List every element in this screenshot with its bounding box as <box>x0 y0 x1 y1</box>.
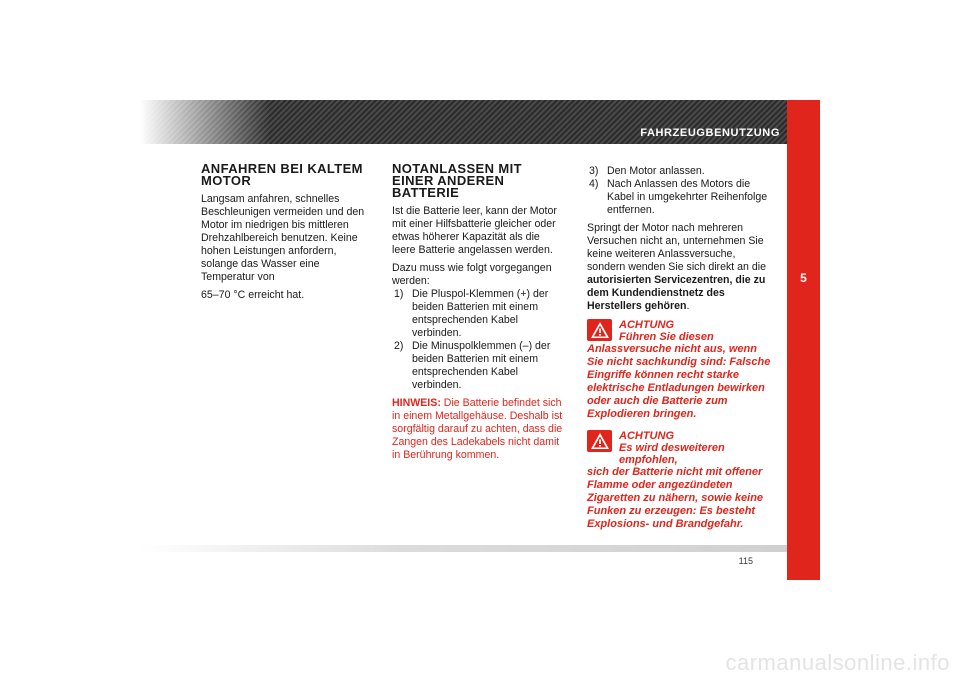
paragraph-cold-start: Langsam anfahren, schnelles Beschleunigen vermeiden und den Motor im niedrigen bis mittleren Drehzahlbereich benutzen. Keine hohen Leistungen anfordern, solange das Wasser eine Temperatur von <box>201 193 365 283</box>
warning-first-line: Führen Sie diesen <box>619 331 714 343</box>
warning-text: sich der Batterie nicht mit offener Flamme oder angezündeten Zigaretten zu nähern, sowie keine Funken zu erzeugen: Es besteht Explosions- und Brandgefahr. <box>587 466 764 530</box>
heading-cold-start: ANFAHREN BEI KALTEM MOTOR <box>201 161 363 188</box>
paragraph-service: Springt der Motor nach mehreren Versuchen nicht an, unternehmen Sie keine weiteren Anlassversuche, sondern wenden Sie sich direkt an die autorisierten Servicezentren, die zu dem Kundendienstnetz des Herstellers gehören. <box>587 222 767 312</box>
warning-text: Anlassversuche nicht aus, wenn Sie nicht sachkundig sind: Falsche Eingriffe können recht starke elektrische Entladungen bewirken oder auch die Batterie zum Explodieren bringen. <box>587 343 771 420</box>
chapter-tab <box>787 100 820 580</box>
paragraph-lead: Dazu muss wie folgt vorgegangen werden: <box>392 262 552 287</box>
step-list-1 <box>392 288 564 392</box>
warning-first-line: Es wird desweiteren empfohlen, <box>619 442 725 466</box>
warning-triangle-icon <box>587 319 612 341</box>
page-number: 115 <box>738 556 753 566</box>
warning-block-2 <box>587 430 772 531</box>
warning-label: ACHTUNG <box>619 319 674 331</box>
header-fade <box>140 100 270 144</box>
warning-label: ACHTUNG <box>619 430 674 442</box>
footer-line <box>140 545 787 552</box>
list-item: 2) Die Minuspolklemmen (–) der beiden Batterien mit einem entsprechenden Kabel verbinden. <box>394 340 551 391</box>
heading-jump-start: NOTANLASSEN MIT EINER ANDEREN BATTERIE <box>392 161 522 200</box>
step-list-2 <box>587 165 772 217</box>
list-item: 3) Den Motor anlassen. <box>589 165 705 177</box>
column-continued <box>587 165 772 531</box>
paragraph-cold-start-temp: 65–70 °C erreicht hat. <box>201 289 305 301</box>
warning-triangle-icon <box>587 430 612 452</box>
warning-block-1 <box>587 319 772 421</box>
section-title: FAHRZEUGBENUTZUNG <box>640 127 780 139</box>
list-item: 1) Die Pluspol-Klemmen (+) der beiden Batterien mit einem entsprechenden Kabel verbinden. <box>394 288 549 339</box>
note-hinweis: HINWEIS: Die Batterie befindet sich in einem Metallgehäuse. Deshalb ist sorgfältig darauf zu achten, dass die Zangen des Ladekabels nicht damit in Berührung kommen. <box>392 397 563 461</box>
chapter-number: 5 <box>800 271 807 285</box>
watermark: carmanualsonline.info <box>725 650 950 675</box>
list-item: 4) Nach Anlassen des Motors die Kabel in umgekehrter Reihenfolge entfernen. <box>589 178 768 216</box>
paragraph-intro: Ist die Batterie leer, kann der Motor mit einer Hilfsbatterie gleicher oder etwas höherer Kapazität als die leere Batterie angelassen werden. <box>392 205 557 256</box>
column-cold-start <box>201 163 371 307</box>
column-jump-start <box>392 163 564 467</box>
